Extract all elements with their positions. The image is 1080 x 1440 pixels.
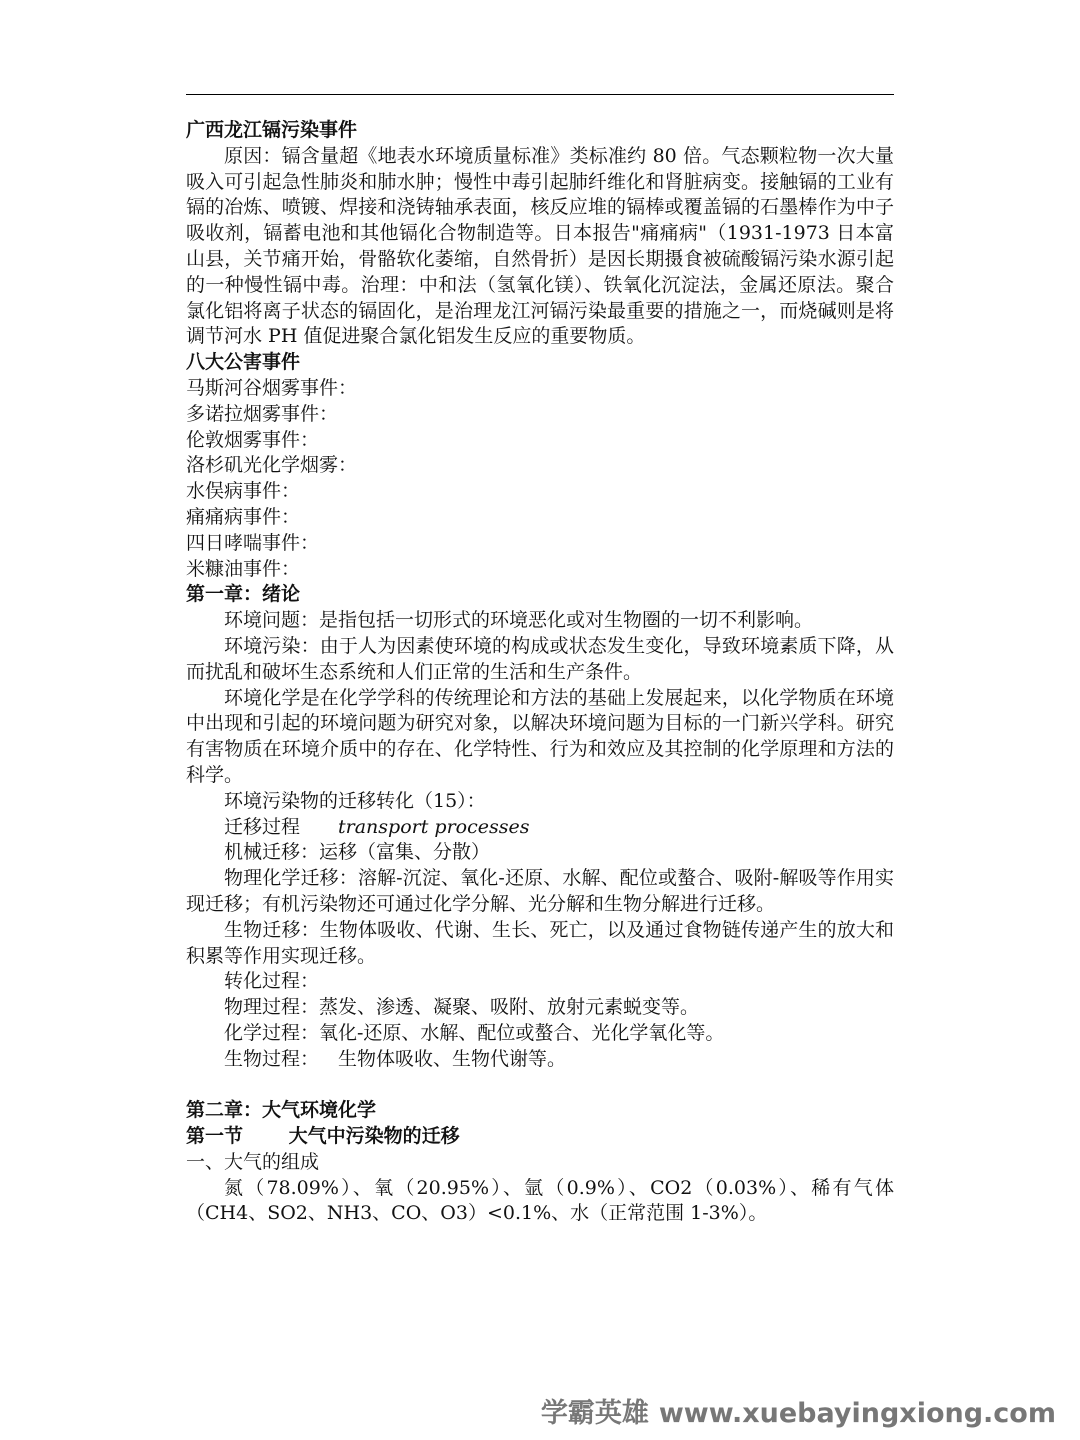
list-item: 水俣病事件： — [186, 480, 301, 503]
section-title: 大气中污染物的迁移 — [288, 1125, 460, 1148]
list-item: 马斯河谷烟雾事件： — [186, 376, 358, 399]
list-item: 多诺拉烟雾事件： — [186, 402, 339, 425]
section-heading — [186, 1124, 894, 1150]
bio-process-label: 生物过程： — [224, 1047, 320, 1070]
paragraph: 环境污染物的迁移转化（15）： — [224, 789, 486, 812]
paragraph: 化学过程：氧化-还原、水解、配位或螯合、光化学氧化等。 — [224, 1021, 725, 1044]
list-item: 四日哮喘事件： — [186, 531, 320, 554]
section-title-cadmium: 广西龙江镉污染事件 — [186, 119, 358, 141]
header-rule — [186, 94, 894, 95]
paragraph: 机械迁移：运移（富集、分散） — [224, 841, 491, 864]
paragraph-transport — [186, 815, 894, 841]
subheading: 一、大气的组成 — [186, 1150, 320, 1173]
paragraph: 环境化学是在化学学科的传统理论和方法的基础上发展起来，以化学物质在环境中出现和引起的环境问题为研究对象，以解决环境问题为目标的一门新兴学科。研究有害物质在环境介质中的存在、化学特性、行为和效应及其控制的化学原理和方法的科学。 — [186, 686, 894, 786]
watermark-brand: 学霸英雄 — [540, 1398, 649, 1429]
paragraph: 氮（78.09%）、氧（20.95%）、氩（0.9%）、CO2（0.03%）、稀有气体（CH4、SO2、NH3、CO、O3）<0.1%、水（正常范围 1-3%）。 — [186, 1176, 894, 1225]
paragraph: 生物迁移：生物体吸收、代谢、生长、死亡，以及通过食物链传递产生的放大和积累等作用实现迁移。 — [186, 918, 894, 967]
paragraph: 物理过程：蒸发、渗透、凝聚、吸附、放射元素蜕变等。 — [224, 996, 700, 1019]
chapter1-title: 第一章：绪论 — [186, 583, 301, 606]
paragraph-bio-process — [186, 1047, 894, 1073]
section-title-eight-incidents: 八大公害事件 — [186, 351, 301, 374]
watermark-url: www.xuebayingxiong.com — [658, 1398, 1056, 1429]
list-item: 洛杉矶光化学烟雾： — [186, 454, 358, 477]
paragraph: 物理化学迁移：溶解-沉淀、氧化-还原、水解、配位或螯合、吸附-解吸等作用实现迁移；有机污染物还可通过化学分解、光分解和生物分解进行迁移。 — [186, 867, 894, 915]
bio-process-text: 生物体吸收、生物代谢等。 — [338, 1047, 567, 1070]
paragraph: 环境问题：是指包括一切形式的环境恶化或对生物圈的一切不利影响。 — [224, 609, 814, 632]
section-label: 第一节 — [186, 1125, 244, 1148]
document-body — [186, 118, 894, 1227]
watermark — [531, 1391, 1056, 1430]
list-item: 痛痛病事件： — [186, 505, 301, 528]
chapter2-title: 第二章：大气环境化学 — [186, 1099, 377, 1122]
paragraph: 转化过程： — [224, 970, 320, 993]
transport-english: transport processes — [338, 815, 530, 838]
transport-label: 迁移过程 — [224, 815, 301, 838]
paragraph: 环境污染：由于人为因素使环境的构成或状态发生变化，导致环境素质下降，从而扰乱和破坏生态系统和人们正常的生活和生产条件。 — [186, 634, 894, 683]
cadmium-paragraph: 原因：镉含量超《地表水环境质量标准》类标准约 80 倍。气态颗粒物一次大量吸入可引起急性肺炎和肺水肿；慢性中毒引起肺纤维化和肾脏病变。接触镉的工业有镉的冶炼、喷镀、焊接和浇铸轴承表面，核反应堆的镉棒或覆盖镉的石墨棒作为中子吸收剂，镉蓄电池和其他镉化合物制造等。日本报告"痛痛病"（1931-1973 日本富山县，关节痛开始，骨骼软化萎缩，自然骨折）是因长期摄食被硫酸镉污染水源引起的一种慢性镉中毒。治理：中和法（氢氧化镁）、铁氧化沉淀法，金属还原法。聚合氯化铝将离子状态的镉固化，是治理龙江河镉污染最重要的措施之一，而烧碱则是将调节河水 PH 值促进聚合氯化铝发生反应的重要物质。 — [186, 144, 894, 348]
list-item: 米糠油事件： — [186, 557, 301, 580]
list-item: 伦敦烟雾事件： — [186, 428, 320, 451]
